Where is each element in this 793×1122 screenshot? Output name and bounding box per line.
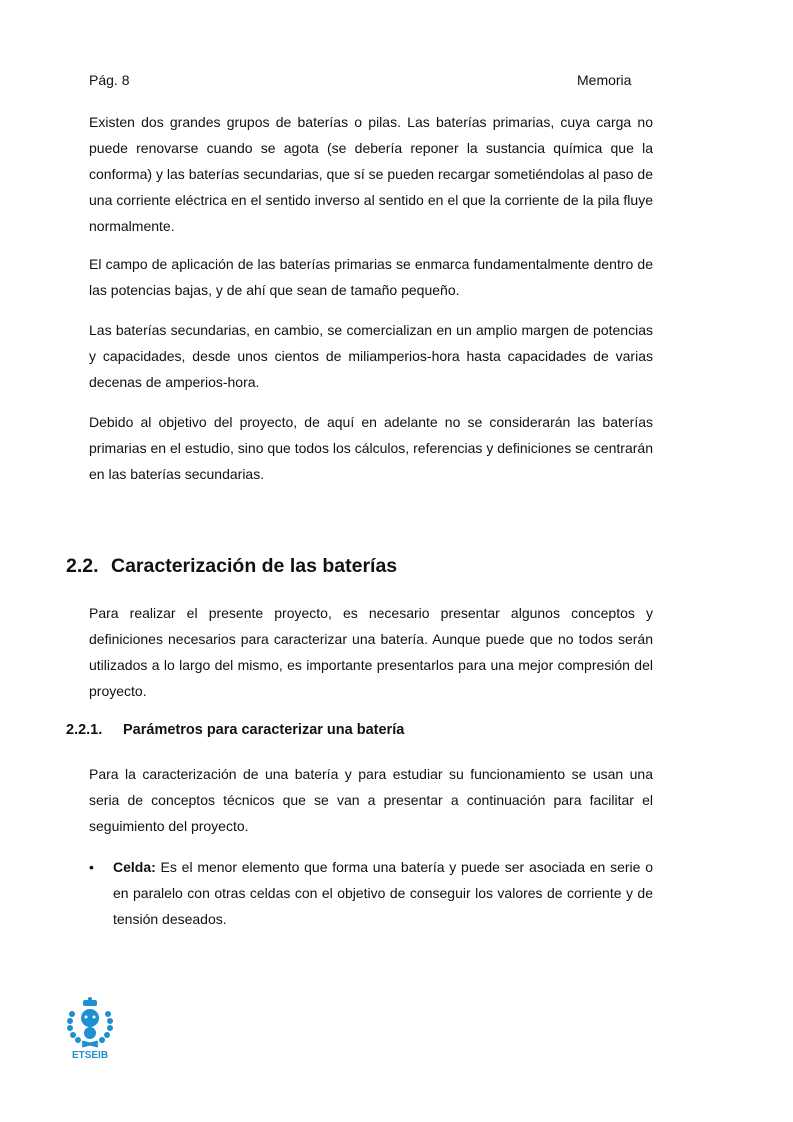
subsection-title: Parámetros para caracterizar una batería — [123, 722, 405, 738]
paragraph: Para realizar el presente proyecto, es necesario presentar algunos conceptos y definiciones necesarios para caracterizar una batería. Aunque puede que no todos serán utilizados a lo largo del mismo, es importante presentarlos para una mejor compresión del proyecto. — [89, 605, 653, 699]
section-title: Caracterización de las baterías — [111, 555, 398, 577]
paragraph: Debido al objetivo del proyecto, de aquí en adelante no se considerarán las baterías primarias en el estudio, sino que todos los cálculos, referencias y definiciones se centrarán en las baterías secundarias. — [89, 414, 653, 482]
paragraph: El campo de aplicación de las baterías primarias se enmarca fundamentalmente dentro de las potencias bajas, y de ahí que sean de tamaño pequeño. — [89, 256, 653, 298]
paragraph: Existen dos grandes grupos de baterías o pilas. Las baterías primarias, cuya carga no puede renovarse cuando se agota (se debería reponer la sustancia química que la conforma) y las baterías secundarias, que sí se pueden recargar sometiéndolas al paso de una corriente eléctrica en el sentido inverso al sentido en el que la corriente de la pila fluye normalmente. — [89, 114, 653, 234]
svg-text:ETSEIB: ETSEIB — [71, 1050, 109, 1060]
paragraph: Para la caracterización de una batería y para estudiar su funcionamiento se usan una seria de conceptos técnicos que se van a presentar a continuación para facilitar el seguimiento del proyecto. — [89, 766, 653, 834]
section-number: 2.2. — [66, 555, 99, 577]
paragraph: Las baterías secundarias, en cambio, se comercializan en un amplio margen de potencias y capacidades, desde unos cientos de miliamperios-hora hasta capacidades de varias decenas de amperios-hora. — [89, 322, 653, 390]
section-heading — [66, 555, 397, 578]
list-item — [89, 854, 653, 932]
bullet-icon: • — [89, 859, 94, 875]
subsection-number: 2.2.1. — [66, 722, 103, 738]
subsection-heading — [66, 722, 404, 738]
page-number: Pág. 8 — [89, 72, 130, 88]
running-header: Memoria — [577, 72, 632, 88]
bullet-text: Es el menor elemento que forma una batería y puede ser asociada en serie o en paralelo con otras celdas con el objetivo de conseguir los valores de corriente y de tensión deseados. — [113, 859, 653, 927]
bullet-term: Celda: — [113, 859, 156, 875]
etseib-logo — [64, 996, 116, 1060]
